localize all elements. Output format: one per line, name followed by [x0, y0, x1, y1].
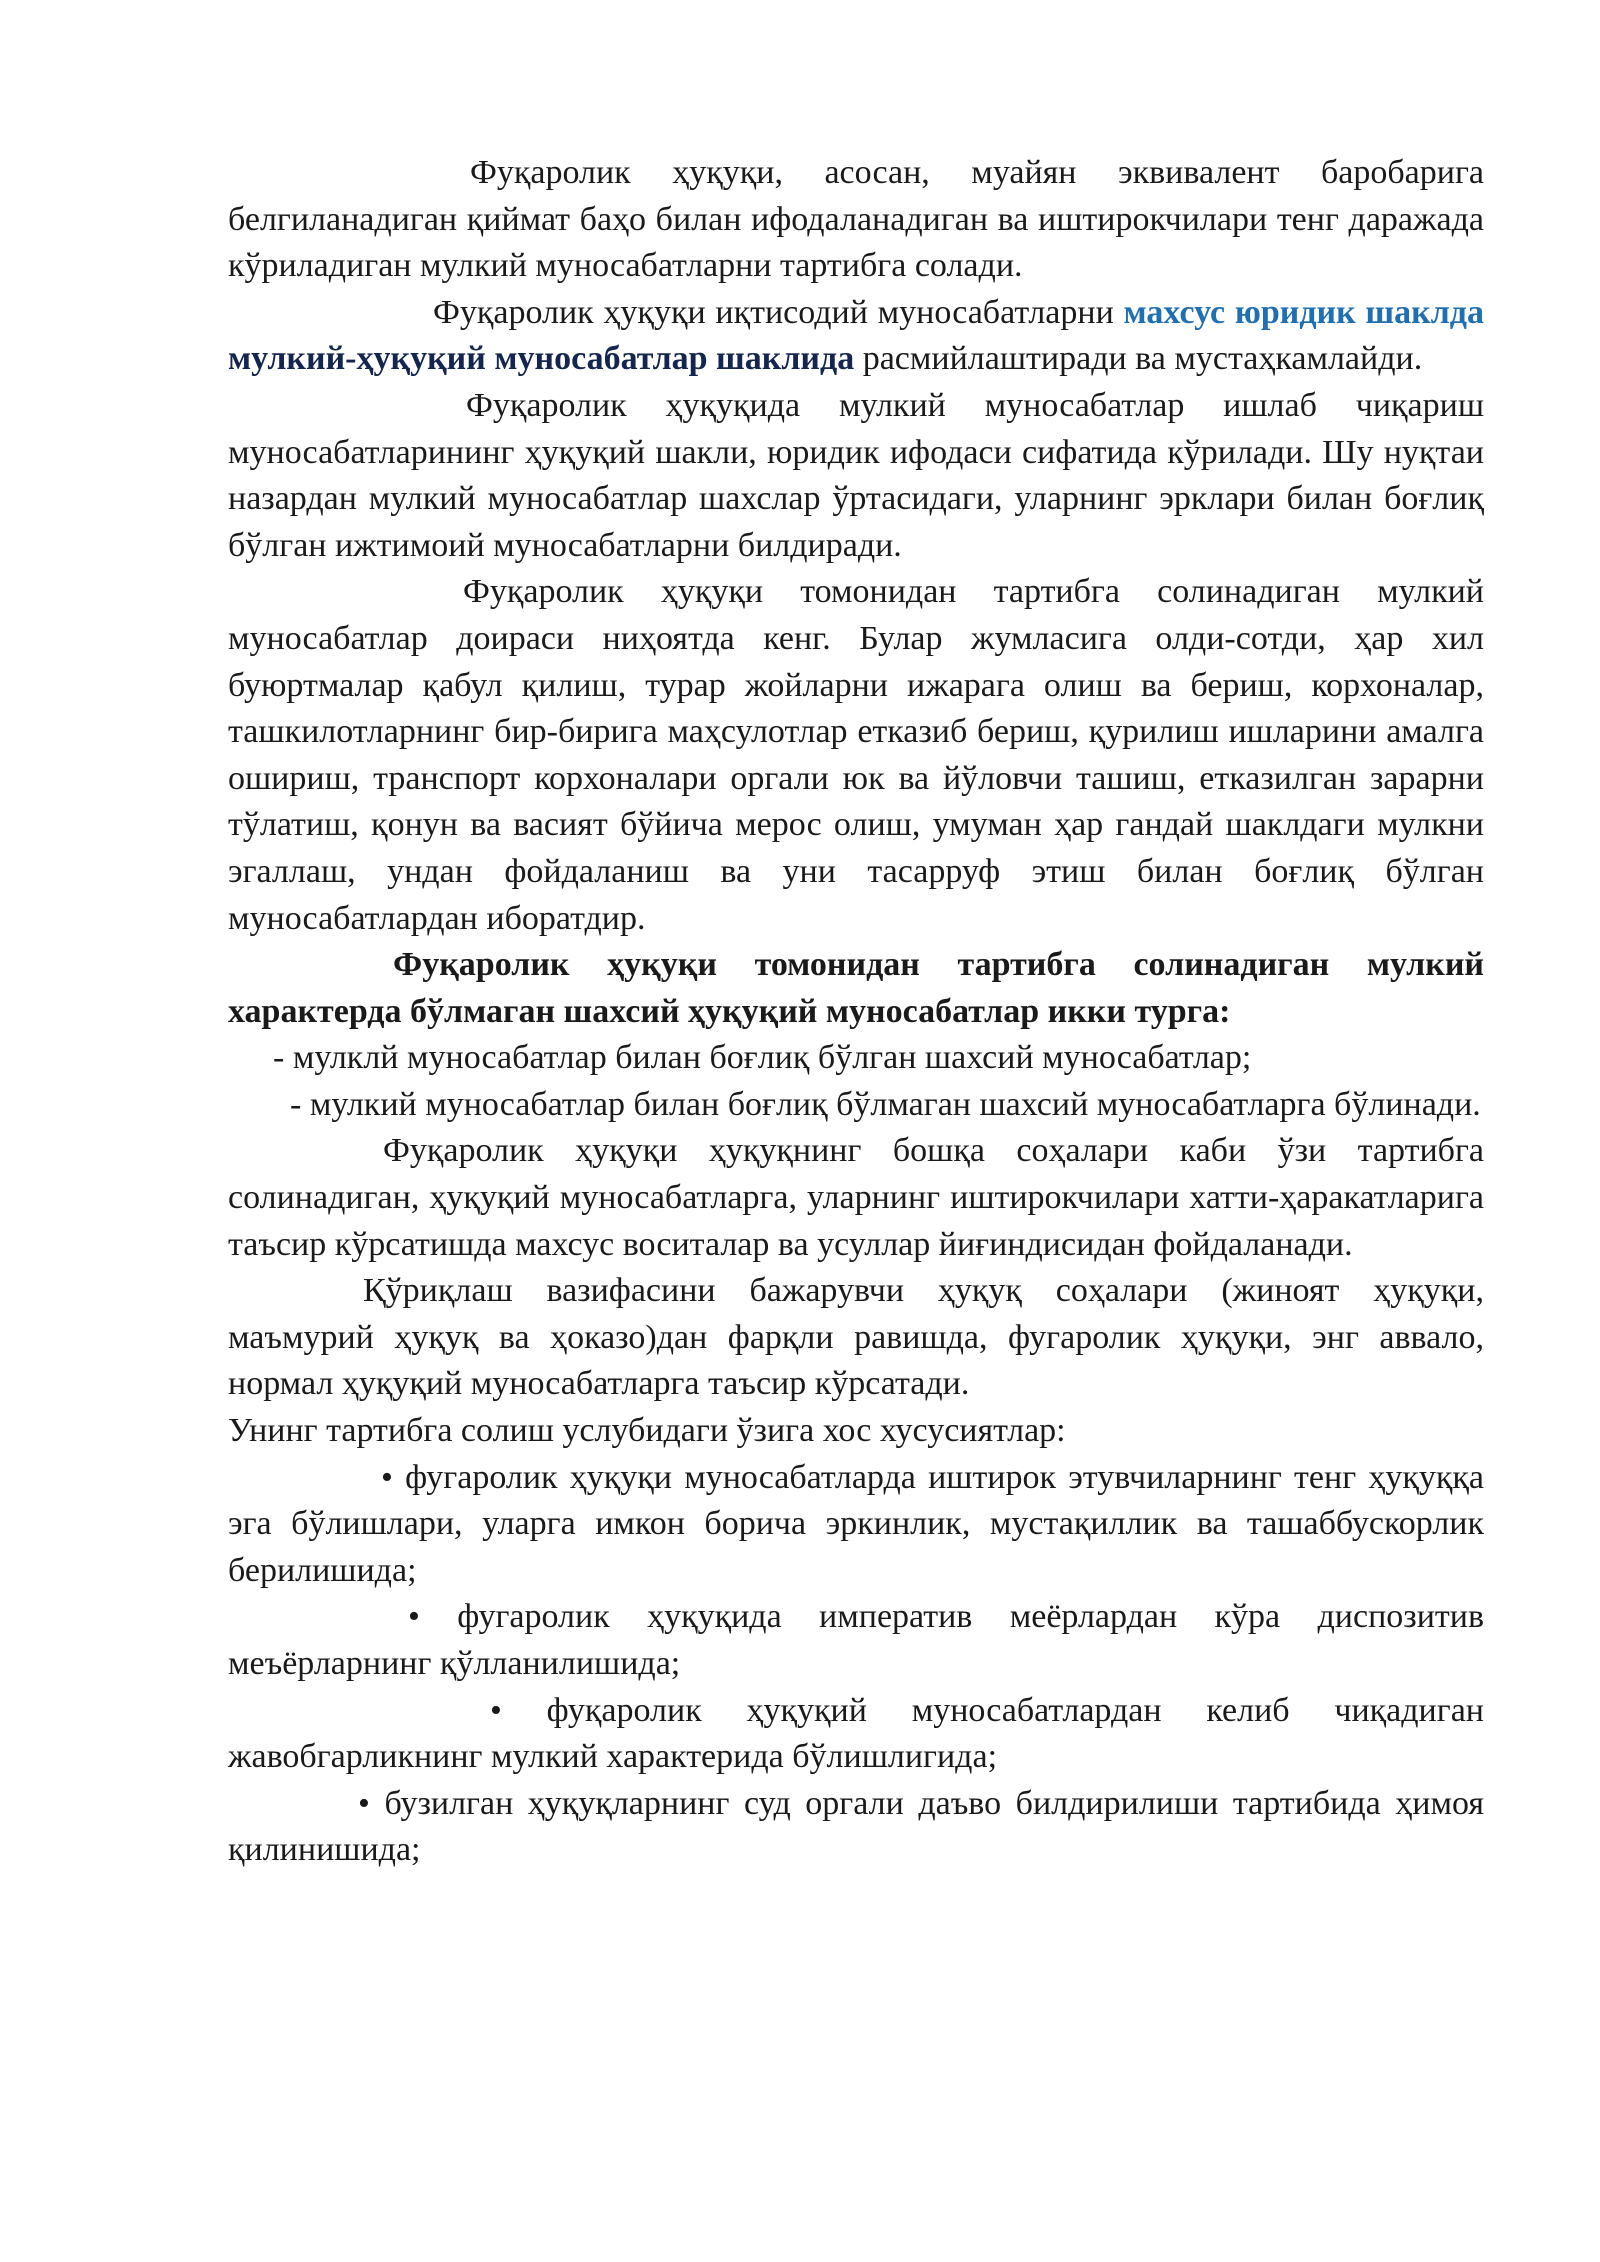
list-item-bullet-2: • фугаролик ҳуқуқида императив меёрлардан кўра диспозитив меъёрларнинг қўлланилишида;	[228, 1598, 1484, 1682]
list-item-dash-2: - мулкий муносабатлар билан боғлиқ бўлмаган шахсий муносабатларга бўлинади.	[290, 1085, 1481, 1123]
paragraph-methods: Фуқаролик ҳуқуқи ҳуқуқнинг бошқа соҳалари каби ўзи тартибга солинадиган, ҳуқуқий муносабатларга, уларнинг иштирокчилари хатти-ҳаракатларига таъсир кўрсатишда махсус воситалар ва усуллар йиғиндисидан фойдаланади.	[228, 1132, 1484, 1263]
paragraph-property-relations: Фуқаролик ҳуқуқида мулкий муносабатлар ишлаб чиқариш муносабатларининг ҳуқуқий шакли, юридик ифодаси сифатида кўрилади. Шу нуқтаи назардан мулкий муносабатлар шахслар ўртасидаги, уларнинг эрклари билан боғлиқ бўлган ижтимоий муносабатларни билдиради.	[228, 386, 1484, 564]
paragraph-civil-law-definition: Фуқаролик ҳуқуқи, асосан, муайян эквивалент баробарига белгиланадиган қиймат баҳо билан ифодаланадиган ва иштирокчилари тенг даражада кўриладиган мулкий муносабатларни тартибга солади.	[228, 154, 1484, 285]
paragraph-scope: Фуқаролик ҳуқуқи томонидан тартибга солинадиган мулкий муносабатлар доираси ниҳоятда кенг. Булар жумласига олди-сотди, ҳар хил буюртмалар қабул қилиш, турар жойларни ижарага олиш ва бериш, корхоналар, ташкилотларнинг бир-бирига маҳсулотлар етказиб бериш, қурилиш ишларини амалга ошириш, транспорт корхоналари оргали юк ва йўловчи ташиш, етказилган зарарни тўлатиш, қонун ва васият бўйича мерос олиш, умуман ҳар гандай шаклдаги мулкни эгаллаш, ундан фойдаланиш ва уни тасарруф этиш билан боғлиқ бўлган муносабатлардан иборатдир.	[228, 573, 1484, 937]
highlight-property-legal-relations: мулкий-ҳуқуқий муносабатлар шаклида	[228, 340, 855, 378]
paragraph-features-intro: Унинг тартибга солиш услубидаги ўзига хос хусусиятлар:	[228, 1412, 1066, 1450]
paragraph-protection: Қўриқлаш вазифасини бажарувчи ҳуқуқ соҳалари (жиноят ҳуқуқи, маъмурий ҳуқуқ ва ҳоказо)дан фарқли равишда, фугаролик ҳуқуқи, энг аввало, нормал ҳуқуқий муносабатларга таъсир кўрсатади.	[228, 1272, 1484, 1403]
list-item-dash-1: - мулклй муносабатлар билан боғлиқ бўлган шахсий муносабатлар;	[273, 1039, 1252, 1077]
list-item-bullet-1: • фугаролик ҳуқуқи муносабатларда иштирок этувчиларнинг тенг ҳуқуққа эга бўлишлари, уларга имкон борича эркинлик, мустақиллик ва ташаббускорлик берилишида;	[228, 1458, 1484, 1589]
paragraph-personal-relations-heading: Фуқаролик ҳуқуқи томонидан тартибга солинадиган мулкий характерда бўлмаган шахсий ҳуқуқий муносабатлар икки турга:	[228, 946, 1484, 1030]
list-item-bullet-3: • фуқаролик ҳуқуқий муносабатлардан келиб чиқадиган жавобгарликнинг мулкий характерида бўлишлигида;	[228, 1691, 1484, 1776]
paragraph-economic-relations	[228, 290, 1484, 383]
paragraph-text: расмийлаштиради ва мустаҳкамлайди.	[854, 340, 1423, 378]
list-item-bullet-4: • бузилган ҳуқуқларнинг суд оргали даъво билдирилиши тартибида ҳимоя қилинишида;	[228, 1784, 1484, 1869]
highlight-special-legal-form: махсус юридик шаклда	[1123, 293, 1484, 331]
document-page	[228, 150, 1484, 1874]
paragraph-text: Фуқаролик ҳуқуқи иқтисодий муносабатларни	[433, 293, 1124, 331]
